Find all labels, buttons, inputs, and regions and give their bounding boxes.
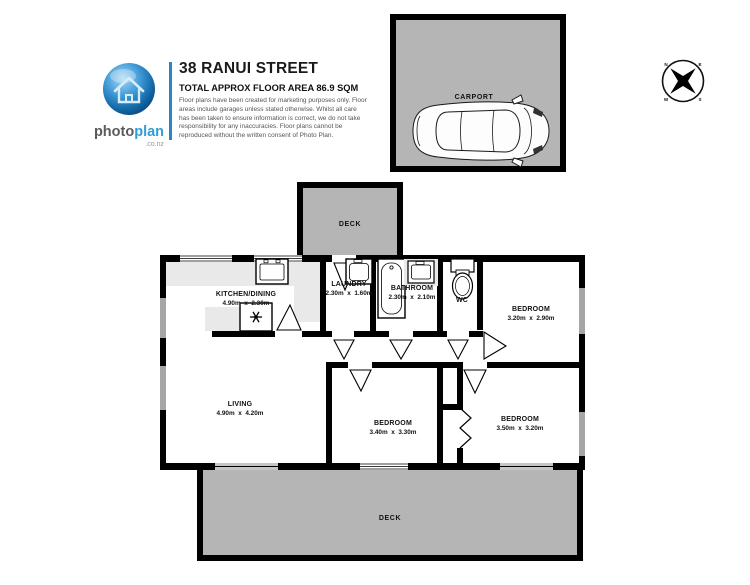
bathroom-dims: 2.30m x 2.10m [388, 294, 436, 301]
top-deck-label: DECK [338, 221, 362, 228]
toilet [451, 259, 474, 299]
window-bottom-1 [360, 463, 408, 470]
bottom-deck [197, 468, 583, 561]
window-left-2 [160, 366, 166, 410]
living-dims: 4.90m x 4.20m [216, 410, 264, 417]
compass-mark-se: S [698, 97, 702, 102]
sliding-door-bottom-1 [215, 463, 278, 470]
floor-area-subtitle: TOTAL APPROX FLOOR AREA 86.9 SQM [179, 83, 359, 93]
bathroom-label: BATHROOM [390, 285, 434, 292]
bedroom-right-dims: 3.50m x 3.20m [496, 425, 544, 432]
window-right-2 [579, 412, 585, 456]
vanity-sink [404, 259, 438, 286]
bedroom-mid-dims: 3.40m x 3.30m [369, 429, 417, 436]
logo-text-photo: photo [93, 124, 135, 140]
stove [240, 303, 272, 331]
carport-area [390, 14, 566, 172]
window-top-1 [180, 255, 232, 262]
bedroom-top-dims: 3.20m x 2.90m [507, 315, 555, 322]
sliding-door-bottom-2 [500, 463, 553, 470]
top-deck [297, 182, 403, 258]
compass-icon [663, 61, 704, 103]
laundry-dims: 2.30m x 1.60m [325, 290, 373, 297]
page-title: 38 RANUI STREET [179, 60, 319, 77]
logo-domain-suffix: .co.nz [145, 140, 164, 148]
logo-text-plan: plan [134, 124, 165, 140]
bottom-deck-label: DECK [378, 515, 402, 522]
kitchen-sink [256, 259, 288, 284]
carport-label: CARPORT [454, 94, 494, 101]
wc-label: WC [455, 297, 469, 304]
kitchen-dining-label: KITCHEN/DINING [215, 291, 277, 298]
car-top-view-illustration [413, 95, 549, 167]
bedroom-top-label: BEDROOM [512, 306, 550, 313]
laundry-label: LAUNDRY [331, 281, 367, 288]
disclaimer-text: Floor plans have been created for marketing purposes only. Floor areas include garages unless stated otherwise. Whilst all care has been taken to ensure information is correct, we do not take responsibility for any inaccuracies. Floor plans cannot be reproduced without the written consent of Photo Plan. [179, 97, 367, 140]
bedroom-right-label: BEDROOM [501, 416, 539, 423]
window-left-1 [160, 298, 166, 338]
window-right-1 [579, 288, 585, 334]
kitchen-dining-dims: 4.90m x 2.30m [222, 300, 270, 307]
bedroom-mid-label: BEDROOM [374, 420, 412, 427]
compass-mark-sw: W [663, 97, 669, 102]
living-label: LIVING [227, 401, 253, 408]
compass-mark-ne: E [698, 62, 702, 67]
compass-mark-nw: N [664, 62, 668, 67]
